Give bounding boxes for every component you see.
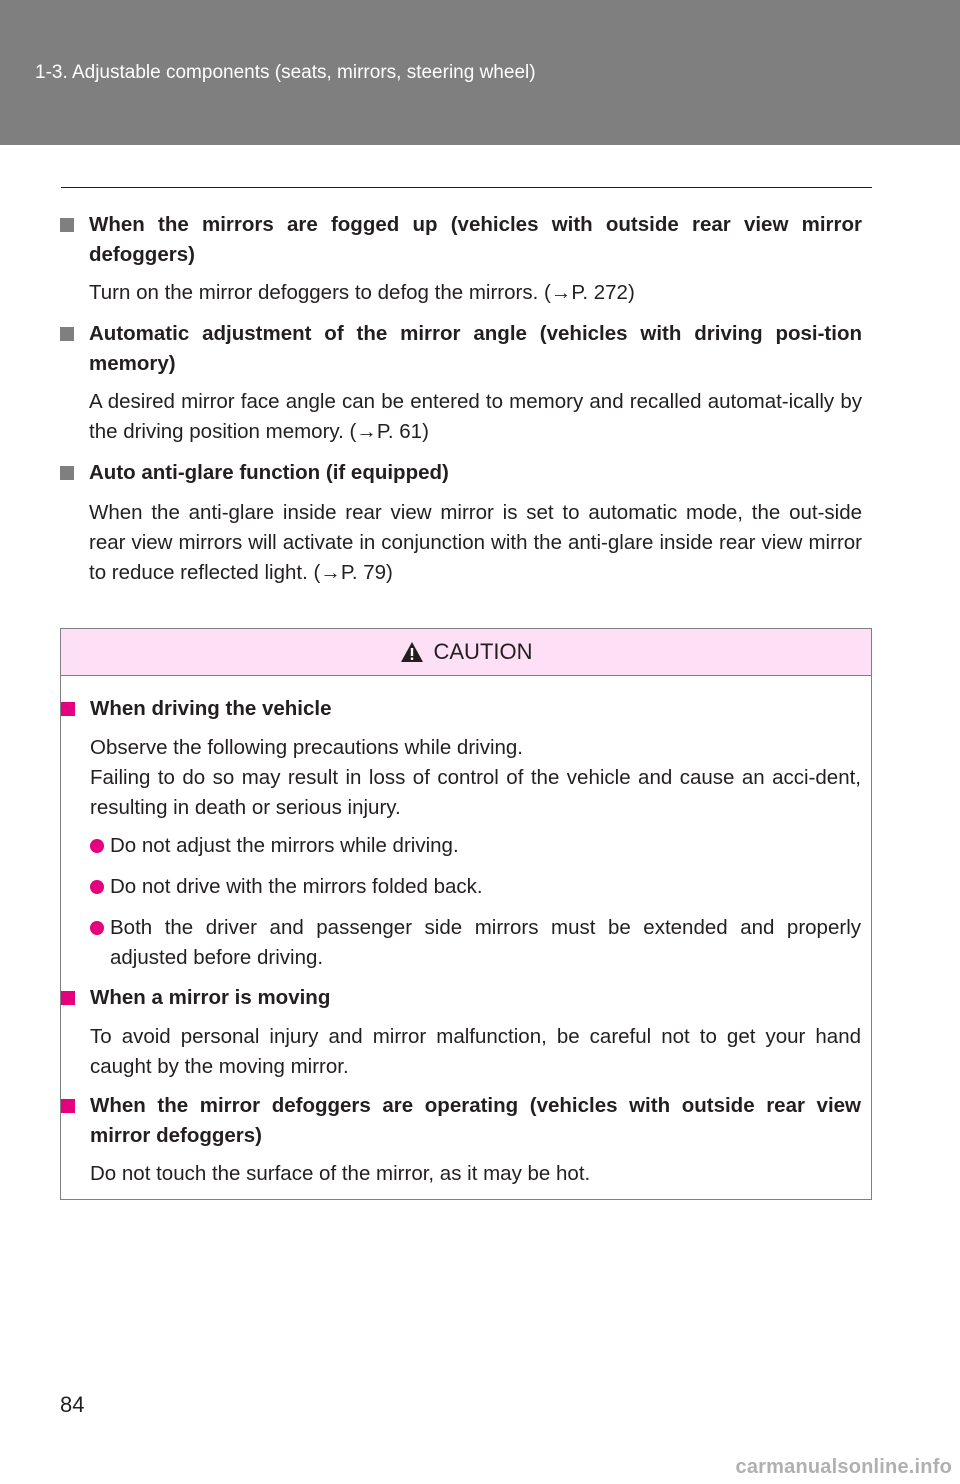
- section-body: A desired mirror face angle can be entered to memory and recalled automat-ically by the driving position memory. (→P. 61): [89, 390, 862, 443]
- section-mirror-fogged: [60, 210, 862, 308]
- list-item: [90, 872, 861, 903]
- square-bullet-icon: [60, 210, 89, 270]
- pink-square-bullet-icon: [61, 694, 90, 725]
- section-auto-adjust: [60, 319, 862, 447]
- section-anti-glare: [60, 458, 862, 588]
- caution-section-defoggers: [61, 1091, 861, 1189]
- list-item: [90, 913, 861, 973]
- caution-box: [60, 628, 872, 1200]
- section-title: When the mirrors are fogged up (vehicles with outside rear view mirror defoggers): [89, 213, 862, 266]
- caution-text: To avoid personal injury and mirror malfunction, be careful not to get your hand caught by the moving mirror.: [90, 1025, 861, 1078]
- caution-section-title: When a mirror is moving: [90, 986, 331, 1009]
- section-title: Automatic adjustment of the mirror angle (vehicles with driving posi-tion memory): [89, 322, 862, 375]
- pink-dot-bullet-icon: [90, 872, 110, 903]
- caution-label: CAUTION: [433, 639, 533, 664]
- caution-text-line: Failing to do so may result in loss of control of the vehicle and cause an acci-dent, resulting in death or serious injury.: [90, 766, 861, 819]
- list-item-text: Do not adjust the mirrors while driving.: [110, 834, 459, 857]
- chapter-header: [0, 0, 960, 145]
- square-bullet-icon: [60, 319, 89, 379]
- caution-section-moving: [61, 983, 861, 1082]
- pink-square-bullet-icon: [61, 983, 90, 1014]
- caution-section-title: When the mirror defoggers are operating (vehicles with outside rear view mirror defoggers): [90, 1094, 861, 1147]
- pink-square-bullet-icon: [61, 1091, 90, 1151]
- caution-text: [61, 733, 861, 823]
- square-bullet-icon: [60, 458, 89, 490]
- caution-section-driving: [61, 694, 861, 973]
- caution-text: Do not touch the surface of the mirror, as it may be hot.: [90, 1162, 591, 1185]
- warning-triangle-icon: [400, 641, 424, 663]
- page-number: 84: [60, 1392, 85, 1417]
- caution-body: [61, 676, 871, 1189]
- watermark: carmanualsonline.info: [735, 1456, 952, 1478]
- list-item-text: Do not drive with the mirrors folded back.: [110, 875, 483, 898]
- pink-dot-bullet-icon: [90, 913, 110, 973]
- main-content: [60, 210, 862, 599]
- section-body: Turn on the mirror defoggers to defog the mirrors. (→P. 272): [89, 281, 635, 304]
- pink-dot-bullet-icon: [90, 831, 110, 862]
- section-body: When the anti-glare inside rear view mirror is set to automatic mode, the out-side rear view mirrors will activate in conjunction with the anti-glare inside rear view mirror to reduce reflected light. (→P. 79): [89, 501, 862, 584]
- caution-header: [61, 629, 871, 676]
- divider-rule: [61, 187, 872, 188]
- caution-section-title: When driving the vehicle: [90, 697, 332, 720]
- list-item: [90, 831, 861, 862]
- chapter-title: 1-3. Adjustable components (seats, mirrors, steering wheel): [35, 62, 536, 83]
- caution-list: [61, 831, 861, 973]
- section-title: Auto anti-glare function (if equipped): [89, 461, 449, 484]
- caution-text-line: Observe the following precautions while driving.: [90, 736, 524, 759]
- list-item-text: Both the driver and passenger side mirrors must be extended and properly adjusted before driving.: [110, 916, 861, 969]
